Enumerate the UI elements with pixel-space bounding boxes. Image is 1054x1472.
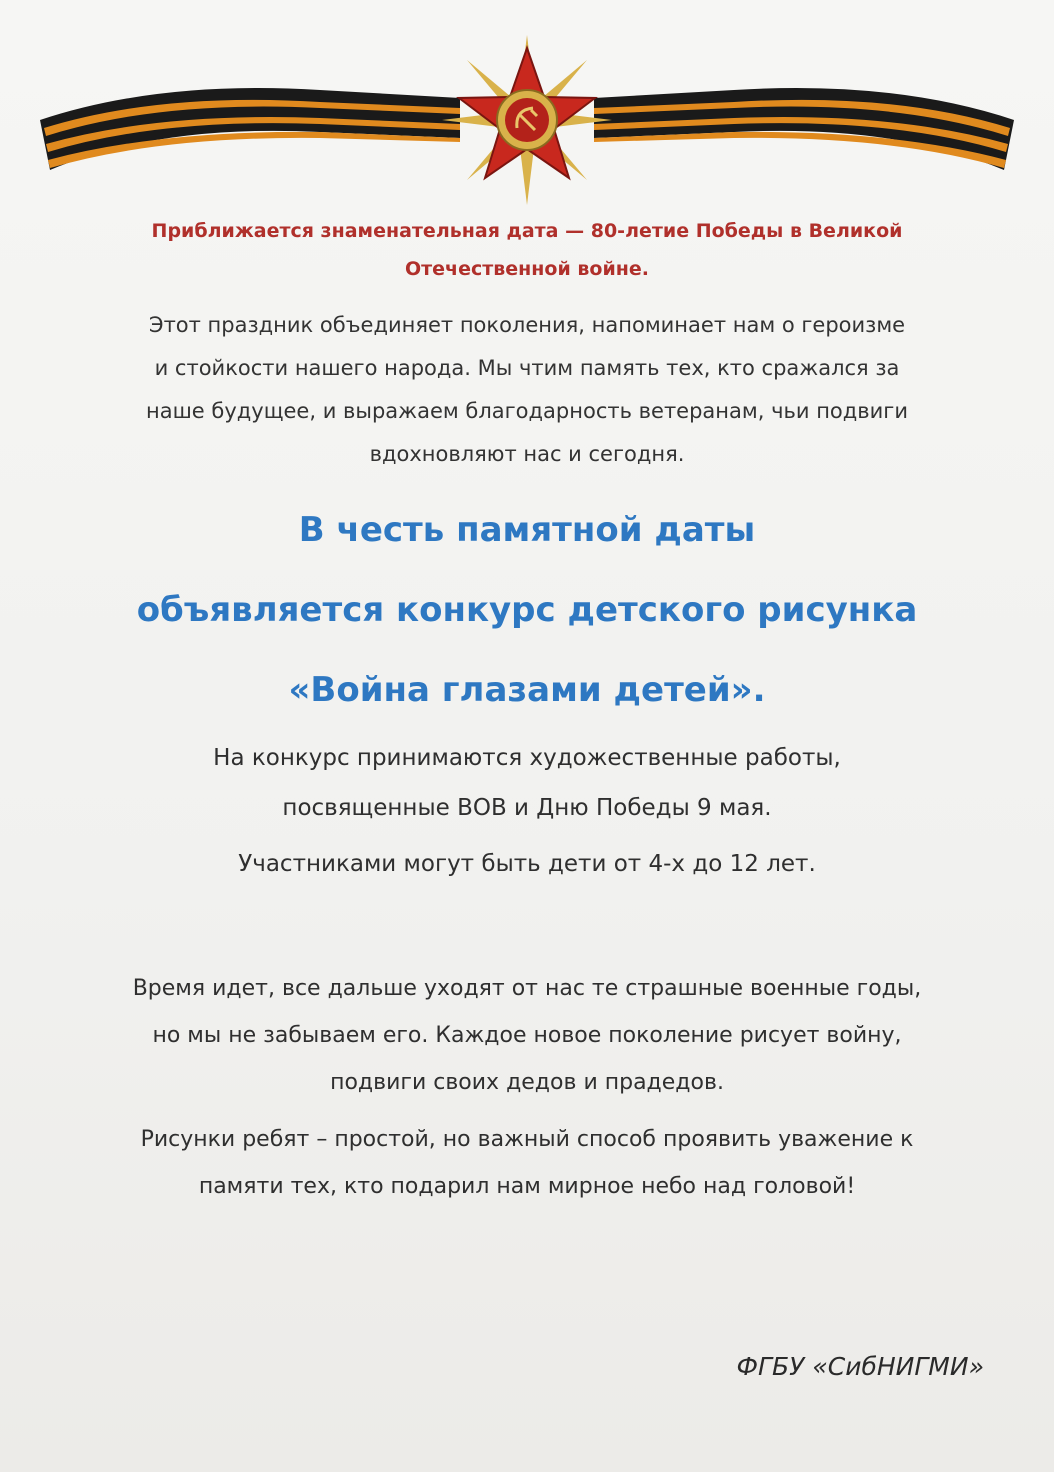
announcement-line-1: В честь памятной даты xyxy=(298,510,756,550)
contest-title: «Война глазами детей». xyxy=(288,670,766,710)
participants-line: Участниками могут быть дети от 4-х до 12 лет. xyxy=(238,851,816,877)
intro-line-2: Отечественной войне. xyxy=(404,258,650,280)
closing-line: подвиги своих дедов и прадедов. xyxy=(330,1070,724,1095)
victory-emblem xyxy=(20,20,1034,220)
intro-text-line: и стойкости нашего народа. Мы чтим память тех, кто сражался за xyxy=(154,356,900,380)
contest-info xyxy=(0,733,1054,889)
order-of-patriotic-war-star-icon xyxy=(442,35,612,205)
intro-text-line: вдохновляют нас и сегодня. xyxy=(369,442,685,466)
works-line-2: посвященные ВОВ и Дню Победы 9 мая. xyxy=(282,795,772,821)
closing-line: памяти тех, кто подарил нам мирное небо над головой! xyxy=(198,1174,856,1199)
intro-text-line: наше будущее, и выражаем благодарность ветеранам, чьи подвиги xyxy=(145,399,908,423)
closing-text xyxy=(0,965,1054,1210)
closing-line: Время идет, все дальше уходят от нас те страшные военные годы, xyxy=(132,976,922,1001)
intro-paragraph xyxy=(0,304,1054,476)
closing-line: Рисунки ребят – простой, но важный способ проявить уважение к xyxy=(140,1127,914,1152)
contest-announcement xyxy=(0,490,1054,730)
intro-line-1: Приближается знаменательная дата — 80-летие Победы в Великой xyxy=(151,220,903,242)
organization-signature: ФГБУ «СибНИГМИ» xyxy=(736,1352,984,1381)
intro-heading xyxy=(0,212,1054,288)
works-line-1: На конкурс принимаются художественные работы, xyxy=(213,745,841,771)
closing-line: но мы не забываем его. Каждое новое поколение рисует войну, xyxy=(152,1023,902,1048)
intro-text-line: Этот праздник объединяет поколения, напоминает нам о героизме xyxy=(148,313,906,337)
announcement-line-2: объявляется конкурс детского рисунка xyxy=(136,590,918,630)
